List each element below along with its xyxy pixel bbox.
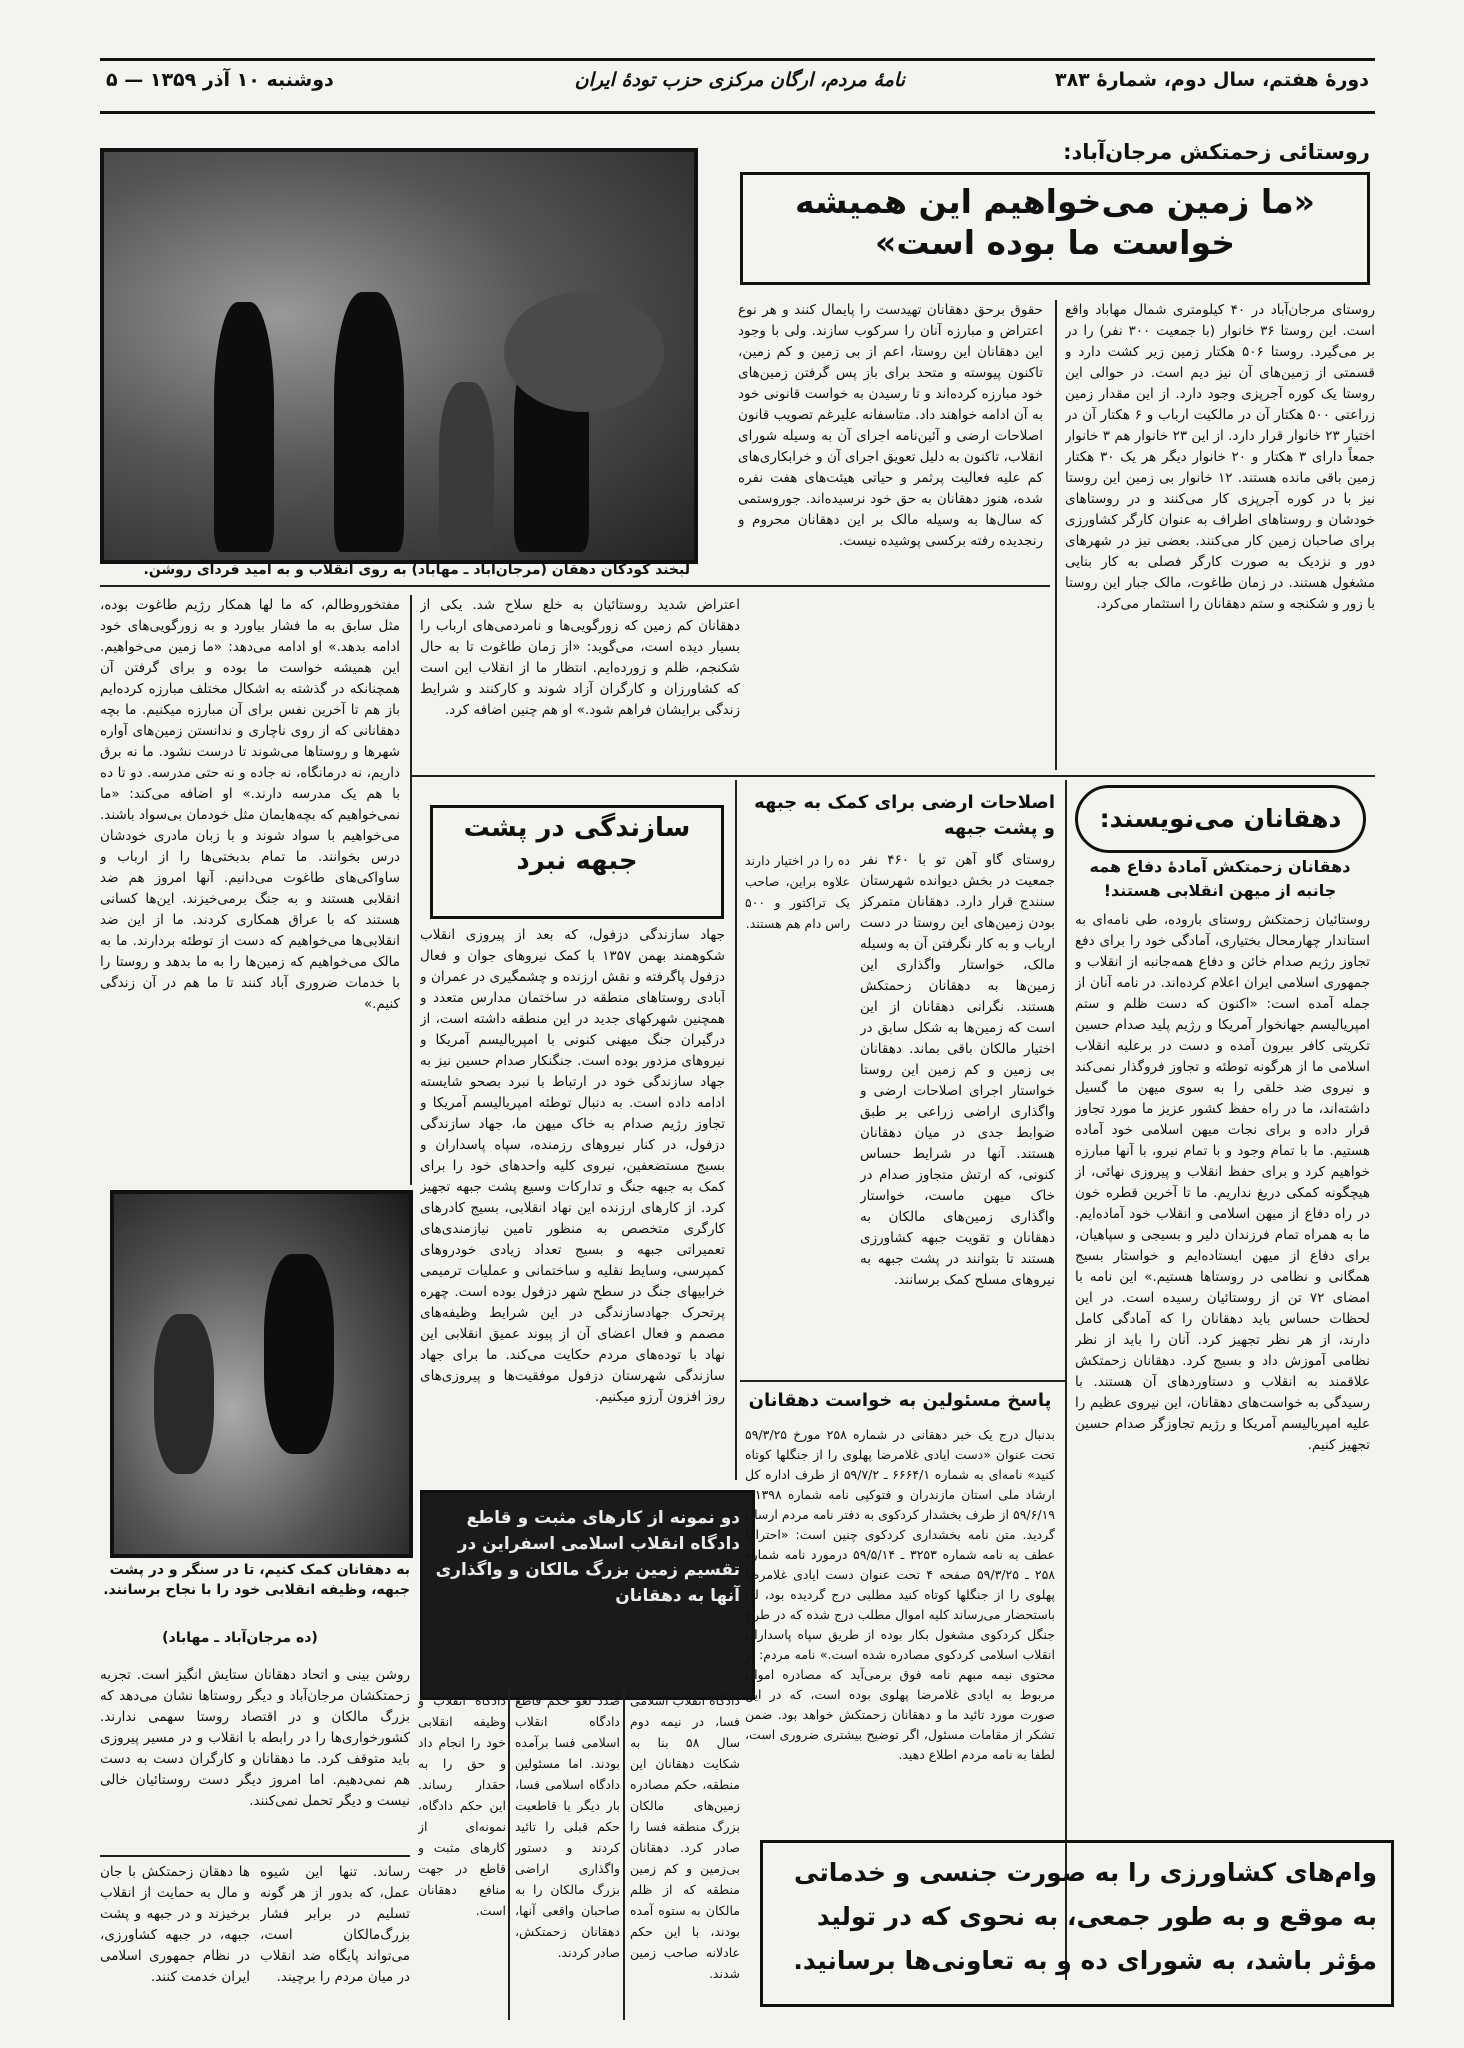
sazandegi-body: جهاد سازندگی دزفول، که بعد از پیروزی انقلاب شکوهمند بهمن ۱۳۵۷ با کمک نیروهای جوان و فعال دزفول پاگرفته و نقش ارزنده و چشمگیری در عمران و آبادی روستاهای منطقه در ساختمان مدارس متعدد و همچنین شهرکهای جدید در این منطقه داشته است، از درگیران جنگ میهنی کنونی با امپریالیسم آمریکا و نیروهای مزدور بوده است. جنگنکار صدام حسین نیز به جهاد سازندگی خود در ارتباط با نبرد بصحو شایسته ادامه داده است. به دنبال توطئه امپریالیسم آمریکا و تجاوز رژیم صدام به خاک میهن ما، جهاد سازندگی دزفول، در کنار نیروهای رزمنده، سپاه پاسداران و بسیج مستضعفین، نیروی کلیه واحدهای خود را برای کمک به جبهه جنگ و تدارکات وسیع پشت جبهه تجهیز کرد. از کارهای ارزنده این نهاد انقلابی، بسیج کادرهای کارگری متخصص به منظور تامین نیازمندی‌های تعمیراتی جبهه و بسیج تعداد زیادی خودروهای کمپرسی، وسایط نقلیه و ساختمانی و عملیات ترمیمی خرابیهای جنگ در سطح شهر دزفول بوده است. چهره پرتحرک جهادسازندگی در این شرایط وظیفه‌های مصمم و فعال اعضای آن از پیوند عمیق انقلابی این نهاد با توده‌های مردم حکایت می‌کند. ما برای جهاد سازندگی شهرستان دزفول موفقیت‌ها و پیروزی‌های روز افزون آرزو میکنیم. <box>420 927 725 1405</box>
dadgah-col-c: دادگاه انقلاب و وظیفه انقلابی خود را انجام داد و حق را به حقدار رساند. این حکم دادگاه، نمونه‌ای از کارهای مثبت و قاطع در جهت منافع دهقانان است. <box>418 1693 506 1918</box>
eslahat-lead: ده را در اختیار دارند علاوه براین، صاحب یک تراکتور و ۵۰۰ راس دام هم هستند. <box>745 853 850 931</box>
dehghanan-title: دهقانان می‌نویسند: <box>1075 785 1366 853</box>
left-bottom-text: روشن بینی و اتحاد دهقانان ستایش انگیز است. تجربه زحمتکشان مرجان‌آباد و دیگر روستاها نشان می‌دهد که بزرگ مالکان و در اقتصاد روستا سهمی ندارند. کشورخواری‌ها را در رابطه با انقلاب و در مسیر پیروزی باید متوقف کرد. ما دهقانان و کارگران دست به دست هم نمی‌دهیم. اما امروز دیگر دست روستائیان خالی نیست و دیگر تحمل نمی‌کنند. <box>100 1667 410 1809</box>
photo-children <box>100 148 698 564</box>
pasokh-title: پاسخ مسئولین به خواست دهقانان <box>748 1390 1052 1411</box>
masthead: نامۀ مردم، ارگان مرکزی حزب تودۀ ایران <box>574 69 905 91</box>
eslahat-body: روستای گاو آهن تو با ۴۶۰ نفر جمعیت در بخش دیوانده شهرستان سنندج قرار دارد. دهقانان متمرکز بودن زمین‌های این روستا در دست ارباب و به کار نگرفتن آن به وسیله مالک، خواستار واگذاری این زمین‌ها به دهقانان زحمتکش هستند. نگرانی دهقانان از این است که زمین‌ها به شکل سابق در اختیار مالکان باقی بماند. دهقانان بی زمین و کم زمین این روستا خواستار اجرای اصلاحات ارضی و واگذاری اراضی زراعی بر طبق ضوابط جدی در میان دهقانان هستند. آنها در شرایط حساس کنونی، که ارتش متجاوز صدام در خاک میهن ماست، خواستار واگذاری زمین‌های مالکان به دهقانان و تقویت جبهه کشاورزی هستند تا بتوانند در پشت جبهه به نیروهای مسلح کمک برسانند. <box>860 852 1055 1288</box>
lead-kicker: روستائی زحمتکش مرجان‌آباد: <box>1063 140 1370 164</box>
left-bottom-col-b: ها دهقان زحمتکش با جان و مال به حمایت از انقلاب برخیزند و در جبهه و پشت جبهه، در جبهه کشاورزی، در نظام جمهوری اسلامی ایران خدمت کنند. <box>100 1864 250 1985</box>
figure-tree <box>504 292 664 412</box>
page-header <box>100 58 1375 114</box>
lead-column-left: حقوق برحق دهقانان تهیدست را پایمال کنند و هر نوع اعتراض و مبارزه آنان را سرکوب سازند. ولی با وجود این دهقانان این روستا، اعم از بی زمین و کم زمین، تاکنون پیوسته و متحد برای باز پس گرفتن زمین‌های خود مبارزه کرده‌اند و تا رسیدن به خواست قانونی خود به آن ادامه خواهند داد. متاسفانه علیرغم تصویب قانون اصلاحات ارضی و آئین‌نامه اجرای آن به وسیله شورای انقلاب، تاکنون به دلیل تعویق اجرای آن و خرابکاری‌های کم علیه فعالیت پرثمر و حیاتی هیئت‌های هفت نفره شده، هنوز دهقانان به حق خود نرسیده‌اند. جوروستمی که سال‌ها به وسیله مالک بر این دهقانان محروم و رنجدیده رفته برکسی پوشیده نیست. <box>738 302 1043 549</box>
issue-number: دورۀ هفتم، سال دوم، شمارۀ ۳۸۳ <box>1054 69 1369 91</box>
photo-farmers <box>110 1190 413 1558</box>
photo-caption: لبخند کودکان دهقان (مرجان‌آباد ـ مهاباد) به روی انقلاب و به امید فردای روشن. <box>143 562 690 578</box>
figure-person <box>154 1314 214 1474</box>
issue-date: دوشنبه ۱۰ آذر ۱۳۵۹ — ۵ <box>106 69 334 91</box>
quote-column-b: مفتخوروطالم، که ما لها همکار رژیم طاغوت بوده، مثل سابق به ما فشار بیاورد و به زورگویی‌های خود ادامه بدهد.» او ادامه می‌دهد: «ما زمین می‌خواهیم. این همیشه خواست ما بوده و برای گرفتن آن همچنانکه در گذشته به اشکال مختلف مبارزه کرده‌ایم باز هم تا آخرین نفس برای آن مبارزه میکنیم. ما بچه دهقانانی که از روی ناچاری و ندانستن زمین‌های آواره شهرها و روستاها می‌شوند تا درست نشود. ما نه برق داریم، نه درمانگاه، نه جاده و نه حتی مدرسه. دو تا ده با هم یک مدرسه دارند.» او اضافه می‌کند: «ما نمی‌خواهیم که بچه‌هایمان مثل خودمان بی‌سواد باشند. می‌خواهیم با سواد شوند و با زبان مادری خودشان درس بخوانند. ما تمام بدبختی‌ها را از ارباب و ساواکی‌های طاغوت می‌دانیم. آنها امروز هم ضد انقلابی هستند و به جنگ برمی‌خیزند. این‌ها کسانی هستند که با عراق همکاری کردند. ما از این ضد انقلابی‌ها می‌خواهیم که دست از توطئه بردارند. ما به مالک می‌خواهیم که زمین‌ها را به ما بدهد و روستا را با خدمات ضروری آباد کنند تا ما هم در آن زندگی کنیم.» <box>100 597 400 1012</box>
loans-banner: وام‌های کشاورزی را به صورت جنسی و خدماتی به موقع و به طور جمعی، به نحوی که در تولید مؤثر باشد، به شورای ده و به تعاونی‌ها برسانید. <box>760 1840 1394 2007</box>
left-bottom-col-a: رساند. تنها این شیوه عمل، که بدور از هر گونه تسلیم در برابر فشار بزرگ‌مالکان است، می‌تواند پایگاه ضد انقلاب در میان مردم را برچیند. <box>260 1864 410 1985</box>
figure-person <box>334 292 404 552</box>
dadgah-highlight-box: دو نمونه از کارهای مثبت و قاطع دادگاه انقلاب اسلامی اسفراین در تقسیم زمین بزرگ مالکان و واگذاری آنها به دهقانان <box>420 1490 755 1700</box>
figure-person <box>439 382 494 552</box>
dadgah-col-b: صدد لغو حکم قاطع دادگاه انقلاب اسلامی فسا برآمده بودند. اما مسئولین دادگاه اسلامی فسا، بار دیگر با قاطعیت حکم قبلی را تائید کردند و دستور واگذاری اراضی بزرگ مالکان را به صاحبان واقعی آنها، دهقانان زحمتکش، صادر کردند. <box>515 1693 620 1960</box>
photo-bottom-caption: به دهقانان کمک کنیم، تا در سنگر و در پشت جبهه، وظیفه انقلابی خود را با نجاح برسانند. <box>103 1562 410 1598</box>
lead-headline: «ما زمین می‌خواهیم این همیشه خواست ما بوده است» <box>740 172 1370 285</box>
figure-person <box>214 302 274 552</box>
eslahat-title: اصلاحات ارضی برای کمک به جبهه و پشت جبهه <box>754 792 1055 839</box>
lead-column-right: روستای مرجان‌آباد در ۴۰ کیلومتری شمال مهاباد واقع است. این روستا ۳۶ خانوار (با جمعیت ۳۰۰ نفر) را در بر می‌گیرد. روستا ۵۰۶ هکتار زمین زیر کشت دارد و قسمتی از زمین‌های آن نیز دیم است. در حوالی این روستا یک کوره آجرپزی وجود دارد. از این مقدار زمین زراعتی ۵۰۰ هکتار آن در مالکیت ارباب و ۶ هکتار آن در اختیار ۲۳ خانوار قرار دارد. از این ۲۳ خانوار هم ۳ خانوار جمعاً دارای ۳ هکتار و ۲۰ خانوار دیگر هر یک ۳۰ هکتار زمین باقی مانده هستند. ۱۲ خانوار بی زمین این روستا نیز با در کوره آجرپزی کار می‌کنند و در روستاهای خودشان و روستاهای اطراف به عنوان کارگر کشاورزی برای صاحبان زمین کار می‌کنند. بعضی نیز در شهرهای دور و نزدیک به صورت کارگر فصلی به کار بنایی مشغول هستند. در زمان طاغوت، مالک جبار این روستا با زور و شکنجه و ستم دهقانان را استثمار می‌کرد. <box>1065 302 1375 612</box>
photo-bottom-credit: (ده مرجان‌آباد ـ مهاباد) <box>162 1630 318 1646</box>
dehghanan-body: روستائیان زحمتکش روستای باروده، طی نامه‌ای به استاندار چهارمحال بختیاری، آمادگی خود را برای دفع تجاوز رژیم صدام خائن و دفاع همه‌جانبه از انقلاب و جمهوری اسلامی ایران اعلام کرده‌اند. در نامه آنان از جمله آمده است: «اکنون که دست ظلم و ستم امپریالیسم جهانخوار آمریکا و رژیم پلید صدام حسین تکریتی کافر بیرون آمده و دست در برعلیه انقلاب اسلامی ما از هرگونه توطئه و تجاوز فروگذار نمی‌کند و نیروی ضد خلقی را به سوی میهن ما گسیل داشته‌اند، ما در راه حفظ کشور عزیز ما مورد تجاوز قرار داده و برای نجات میهن اسلامی خود آماده هستیم. ما با تمام وجود و با تمام نیرو، با آنها مبارزه خواهیم کرد و برای حفظ انقلاب و پیروزی نهائی، از هیچگونه کمکی دریغ نداریم. ما تا آخرین قطره خون در راه دفاع از میهن اسلامی و انقلاب خود آماده‌ایم. ما به همراه تمام فرزندان دلیر و بسیجی و سپاهیان، برای دفاع از میهن ایستاده‌ایم و خواستار بسیج همگانی و نظامی در روستاها هستیم.» این نامه با امضای ۷۲ تن از روستائیان رسیده است. در این لحظات حساس باید دهقانان را که آمادگی کامل دارند، از هر نظر تجهیز کرد. آنان را باید از نظر نظامی آموزش داد و بسیج کرد. دهقانان زحمتکش علاقمند به انقلاب و دستاوردهای آن هستند. با رسیدگی به خواست‌های دهقانان، این نیروی عظیم را علیه امپریالیسم آمریکا و رژیم تجاوزگر صدام حسین تجهیز کنیم. <box>1075 912 1370 1453</box>
pasokh-body: بدنبال درج یک خبر دهقانی در شماره ۲۵۸ مورخ ۵۹/۳/۲۵ تحت عنوان «دست ایادی غلامرضا پهلوی را از جنگلها کوتاه کنید» نامه‌ای به شماره ۶۶۶۴/۱ ـ ۵۹/۷/۲ از طرف اداره کل ارشاد ملی استان مازندران و فتوکپی نامه شماره ۱۳۹۸ ـ ۵۹/۶/۱۹ از طرف بخشدار کردکوی به دفتر نامه مردم ارسال گردید. متن نامه بخشداری کردکوی چنین است: «احتراما عطف به نامه شماره ۳۲۵۳ ـ ۵۹/۵/۱۴ درمورد نامه شماره ۲۵۸ ـ ۵۹/۳/۲۵ صفحه ۴ تحت عنوان دست ایادی غلامرضا پهلوی را از جنگلها کوتاه کنید مطلبی درج گردیده بود، لذا باستحضار می‌رساند کلیه اموال مطلب درج شده که در طرح جنگل کردکوی مشغول بکار بوده از طریق سپاه پاسداران انقلاب اسلامی کردکوی مصادره شده است.» نامه مردم: از محتوی نیمه مبهم نامه فوق برمی‌آید که مصادره اموال مربوط به ایادی غلامرضا پهلوی بوده است، که در این صورت مورد تائید ما و دهقانان زحمتکش خواهد بود. ضمن تشکر از مقامات مسئول، اگر توضیح بیشتری ضروری است، لطفا به نامه مردم اطلاع دهید. <box>745 1427 1055 1762</box>
dadgah-col-a: دادگاه انقلاب اسلامی فسا، در نیمه دوم سال ۵۸ بنا به شکایت دهقانان این منطقه، حکم مصادره زمین‌های مالکان بزرگ منطقه فسا را صادر کرد. دهقانان بی‌زمین و کم زمین منطقه که از ظلم مالکان به ستوه آمده بودند، با این حکم عادلانه صاحب زمین شدند. <box>630 1693 740 1981</box>
quote-column-a: اعتراض شدید روستائیان به خلع سلاح شد. یکی از دهقانان کم زمین که زورگویی‌ها و نامردمی‌های ارباب را بسیار دیده است، می‌گوید: «از زمان طاغوت تا به حال شکنجم، ظلم و زورده‌ایم. انتظار ما از انقلاب این است که کشاورزان و کارگران آزاد شوند و کارکنند و شرایط زندگی برایشان فراهم شود.» او هم چنین اضافه کرد. <box>420 597 740 718</box>
dehghanan-subtitle: دهقانان زحمتکش آمادهٔ دفاع همه جانبه از میهن انقلابی هستند! <box>1089 857 1351 900</box>
figure-person <box>264 1254 334 1454</box>
sazandegi-title: سازندگی در پشت جبهه نبرد <box>430 805 724 919</box>
